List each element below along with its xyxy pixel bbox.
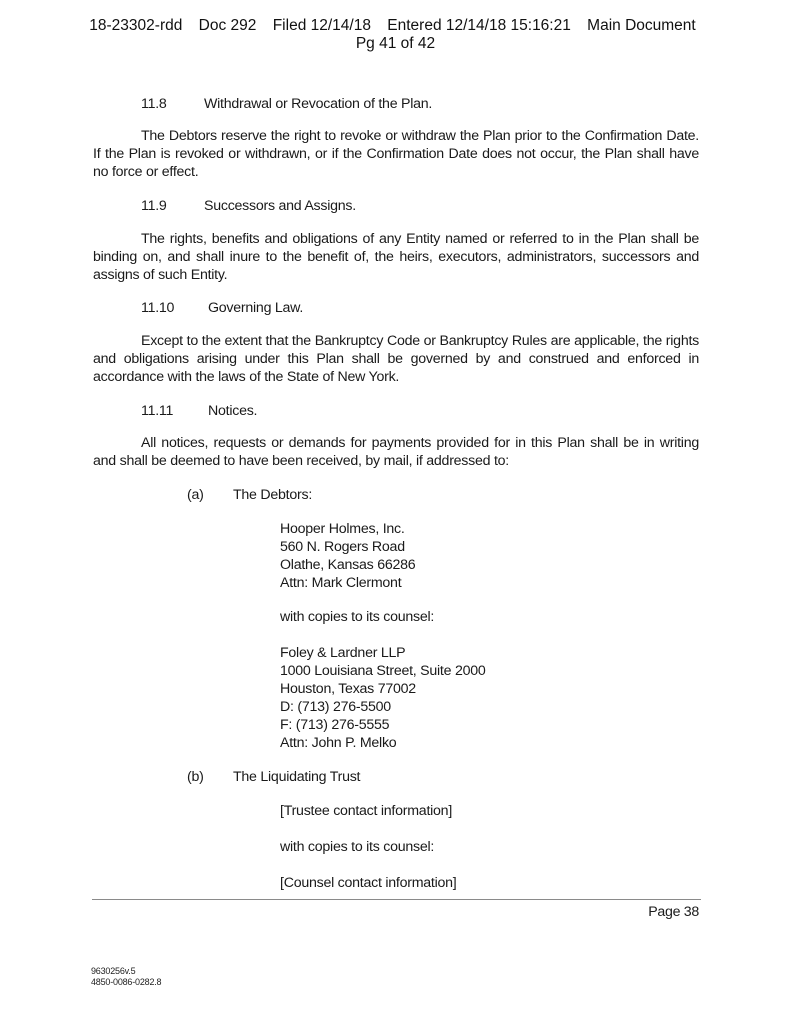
notice-party-a: The Debtors: xyxy=(233,487,313,503)
doc-number: Doc 292 xyxy=(198,17,257,34)
section-body: The Debtors reserve the right to revoke or withdraw the Plan prior to the Confirmation Date. If the Plan is revoked or withdrawn, or if the Confirmation Date does not occur, the Plan shall have no force or effect. xyxy=(93,128,699,180)
page-number: Page 38 xyxy=(648,904,699,920)
address-line: 560 N. Rogers Road xyxy=(280,539,405,555)
counsel-line: F: (713) 276-5555 xyxy=(280,717,390,733)
court-header xyxy=(0,17,791,53)
address-line: Olathe, Kansas 66286 xyxy=(280,557,416,573)
filing-info xyxy=(0,17,791,35)
section-number: 11.8 xyxy=(141,96,167,112)
counsel-line: Attn: John P. Melko xyxy=(280,735,397,751)
counsel-line: Houston, Texas 77002 xyxy=(280,681,416,697)
footer-divider xyxy=(92,899,701,900)
trustee-contact-placeholder: [Trustee contact information] xyxy=(280,803,453,819)
notice-label-a: (a) xyxy=(187,487,204,503)
section-title: Withdrawal or Revocation of the Plan. xyxy=(204,96,433,112)
copies-note: with copies to its counsel: xyxy=(280,609,435,625)
section-number: 11.9 xyxy=(141,198,167,214)
notice-party-b: The Liquidating Trust xyxy=(233,769,361,785)
counsel-line: 1000 Louisiana Street, Suite 2000 xyxy=(280,663,486,679)
document-id: 9630256v.5 xyxy=(91,966,136,976)
address-line: Attn: Mark Clermont xyxy=(280,575,402,591)
section-body: The rights, benefits and obligations of any Entity named or referred to in the Plan shall be binding on, and shall inure to the benefit of, the heirs, executors, administrators, successors and assigns of such Entity. xyxy=(93,231,699,283)
counsel-line: Foley & Lardner LLP xyxy=(280,645,406,661)
counsel-contact-placeholder: [Counsel contact information] xyxy=(280,875,457,891)
filed-date: Filed 12/14/18 xyxy=(272,17,371,34)
notice-label-b: (b) xyxy=(187,769,204,785)
doc-type: Main Document xyxy=(587,17,696,34)
address-line: Hooper Holmes, Inc. xyxy=(280,521,405,537)
section-number: 11.10 xyxy=(141,300,175,316)
copies-note: with copies to its counsel: xyxy=(280,839,435,855)
section-title: Successors and Assigns. xyxy=(204,198,356,214)
section-title: Notices. xyxy=(208,403,258,419)
entered-date: Entered 12/14/18 15:16:21 xyxy=(387,17,571,34)
page-of-total: Pg 41 of 42 xyxy=(355,35,436,52)
section-body: Except to the extent that the Bankruptcy Code or Bankruptcy Rules are applicable, the rights and obligations arising under this Plan shall be governed by and construed and enforced in accordance with the laws of the State of New York. xyxy=(93,333,699,385)
counsel-line: D: (713) 276-5500 xyxy=(280,699,391,715)
section-number: 11.11 xyxy=(141,403,174,419)
section-title: Governing Law. xyxy=(208,300,304,316)
section-body: All notices, requests or demands for payments provided for in this Plan shall be in writing and shall be deemed to have been received, by mail, if addressed to: xyxy=(93,435,699,469)
document-id: 4850-0086-0282.8 xyxy=(91,977,162,987)
case-number: 18-23302-rdd xyxy=(89,17,183,34)
